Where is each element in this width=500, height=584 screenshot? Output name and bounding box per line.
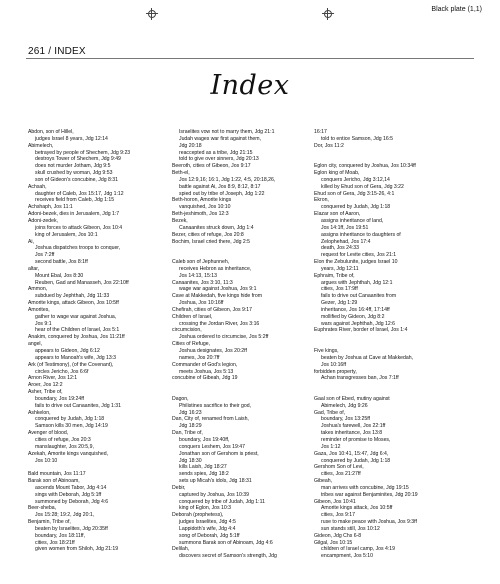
index-subentry: told to entice Samson, Jdg 16:5: [321, 135, 394, 142]
index-subentry: receives field from Caleb, Jdg 1:15: [35, 197, 115, 204]
index-subentry: circles Jericho, Jos 6:6f: [35, 368, 89, 375]
index-entry: Gideon, Jdg Chs 6-8: [314, 532, 362, 539]
index-entry: Beer-sheba,: [28, 505, 57, 512]
index-entry: Adoni-bezek, dies in Jerusalem, Jdg 1:7: [28, 211, 120, 218]
index-subentry: sends spies, Jdg 18:2: [179, 471, 229, 478]
index-subentry: vanquished, Jos 10:10: [179, 204, 231, 211]
index-subentry: boundary, Jos 19:40ff,: [179, 436, 230, 443]
index-subentry: summoned by Deborah, Jdg 4:6: [35, 498, 109, 505]
index-subentry: inheritance, Jos 16:4ff, 17:14ff: [321, 306, 390, 313]
index-subentry: cities, Jos 9:17: [321, 512, 356, 519]
index-entry: Caleb son of Jephunneh,: [172, 259, 230, 266]
index-subentry: Reuben, Gad and Manasseh, Jos 22:10ff: [35, 279, 129, 286]
index-subentry: assigns inheritance of land,: [321, 217, 384, 224]
index-subentry: judges Israelites, Jdg 4:5: [179, 519, 236, 526]
index-entry: Gad, Tribe of,: [314, 409, 346, 416]
index-subentry: second battle, Jos 8:1ff: [35, 259, 88, 266]
index-subentry: boundary, Jos 13:25ff: [321, 416, 370, 423]
index-subentry: takes inheritance, Jos 13:8: [321, 430, 383, 437]
index-entry: Cities of Refuge,: [172, 341, 211, 348]
index-entry: Azekah, Amorite kings vanquished,: [28, 450, 109, 457]
index-entry: Ehud son of Gera, Jdg 3:15-26, 4:1: [314, 190, 395, 197]
index-subentry: skull crushed by woman, Jdg 9:53: [35, 170, 113, 177]
index-entry: Asher, Tribe of,: [28, 389, 63, 396]
index-subentry: king of Jerusalem, Jos 10:1: [35, 231, 98, 238]
index-subentry: sets up Micah's idols, Jdg 18:31: [179, 478, 252, 485]
index-subentry: ruse to make peace with Joshua, Jos 9:3ff: [321, 519, 417, 526]
index-subentry: Judah wages war first against them,: [179, 135, 262, 142]
index-subentry: meets Joshua, Jos 5:13: [179, 368, 234, 375]
index-entry: Abimelech,: [28, 142, 54, 149]
index-subentry: death, Jos 24:33: [321, 245, 360, 252]
index-gap: [28, 464, 160, 471]
index-subentry: wage war against Joshua, Jos 9:1: [179, 286, 257, 293]
index-entry: altar,: [28, 265, 40, 272]
index-subentry: fails to drive out Canaanites from: [321, 293, 397, 300]
index-subentry: wars against Jephthah, Jdg 12:6: [321, 320, 396, 327]
index-subentry: Jos 14:1ff, Jos 19:51: [321, 224, 369, 231]
index-subentry: spied out by tribe of Joseph, Jdg 1:22: [179, 190, 265, 197]
index-subentry: song of Deborah, Jdg 5:1ff: [179, 532, 240, 539]
index-entry: Aroer, Jos 12:2: [28, 382, 63, 389]
index-subentry: appears to Manoah's wife, Jdg 13:3: [35, 354, 116, 361]
index-subentry: Gezer, Jdg 1:29: [321, 300, 358, 307]
index-entry: Avenger of blood,: [28, 430, 69, 437]
index-subentry: reaccepted as a tribe, Jdg 21:15: [179, 149, 253, 156]
index-entry: 16:17: [314, 129, 327, 135]
index-subentry: sun stands still, Jos 10:12: [321, 525, 380, 532]
index-subentry: cities, Jos 17:9ff: [321, 286, 358, 293]
index-entry: Anakim, conquered by Joshua, Jos 11:21ff: [28, 334, 125, 341]
index-subentry: tribes war against Benjaminites, Jdg 20:19: [321, 491, 418, 498]
index-subentry: Jos 10:16ff: [321, 361, 347, 368]
index-subentry: Jdg 20:18: [179, 142, 202, 149]
index-subentry: cities of refuge, Jos 20:3: [35, 436, 91, 443]
index-entry: Adoni-zedek,: [28, 217, 59, 224]
index-entry: Elazar son of Aaron,: [314, 211, 361, 218]
index-entry: Bald mountain, Jos 11:17: [28, 471, 86, 478]
index-gap: [314, 150, 464, 157]
index-subentry: killed by Ehud son of Gera, Jdg 3:22: [321, 183, 404, 190]
index-entry: Canaanites, Jos 3:10, 11:3: [172, 279, 233, 286]
index-entry: Achshaph, Jos 11:1: [28, 204, 73, 211]
index-subentry: Abimelech, Jdg 9:26: [321, 402, 368, 409]
index-subentry: fails to drive out Canaanites, Jdg 1:31: [35, 402, 122, 409]
index-subentry: Mount Ebal, Jos 8:30: [35, 272, 84, 279]
index-subentry: Jdg 18:30: [179, 457, 202, 464]
index-subentry: betrayed by people of Shechem, Jdg 9:23: [35, 149, 131, 156]
index-gap: [314, 341, 464, 348]
index-entry: Five kings,: [314, 348, 339, 354]
index-entry: Children of Israel,: [172, 313, 213, 320]
index-subentry: boundary, Jos 18:11ff,: [35, 532, 86, 539]
index-subentry: discovers secret of Samson's strength, Jdg: [179, 553, 277, 560]
index-subentry: cities, Jos 21:27ff: [321, 471, 361, 478]
index-gap: [172, 389, 302, 396]
index-entry: Elon the Zebulunite, judges Israel 10: [314, 259, 398, 266]
index-subentry: Philistines sacrifice to their god,: [179, 402, 252, 409]
index-subentry: king of Eglon, Jos 10:3: [179, 505, 232, 512]
index-entry: Gibeah,: [314, 478, 333, 485]
index-entry: Benjamin, Tribe of,: [28, 519, 71, 526]
index-subentry: Zelophehad, Jos 17:4: [321, 238, 371, 245]
index-entry: forbidden property,: [314, 368, 357, 375]
index-entry: Barak son of Abinoam,: [28, 478, 80, 485]
index-subentry: Samson kills 30 men, Jdg 14:19: [35, 423, 108, 430]
index-entry: Chefirah, cities of Gibeon, Jos 9:17: [172, 306, 253, 313]
registration-mark-icon: [322, 8, 334, 20]
index-subentry: son of Gideon's concubine, Jdg 8:31: [35, 176, 119, 183]
index-subentry: Jos 15:28; 19:2, Jdg 20:1,: [35, 512, 95, 519]
index-subentry: Jonathan son of Gershom is priest,: [179, 450, 259, 457]
index-entry: Cave at Makkedah, five kings hide from: [172, 293, 263, 300]
index-gap: [172, 245, 302, 252]
index-entry: Deborah (prophetess),: [172, 512, 224, 519]
index-entry: Dagon,: [172, 395, 189, 402]
index-entry: Beth-el,: [172, 170, 190, 177]
index-subentry: kills Laish, Jdg 18:27: [179, 464, 227, 471]
index-subentry: names, Jos 20:7ff: [179, 354, 220, 361]
index-entry: Gaza, Jos 10:41, 15:47, Jdg 6:4,: [314, 450, 389, 457]
index-subentry: gather to wage war against Joshua,: [35, 313, 117, 320]
index-subentry: Joshua, Jos 10:16ff: [179, 300, 224, 307]
index-subentry: judges Israel 8 years, Jdg 12:14: [35, 135, 108, 142]
index-subentry: Israelites vow not to marry them, Jdg 21:1: [179, 129, 275, 135]
index-subentry: captured by Joshua, Jos 10:39: [179, 491, 250, 498]
index-subentry: Joshua ordered to circumcise, Jos 5:2ff: [179, 334, 269, 341]
index-subentry: Jos 9:1: [35, 320, 52, 327]
index-gap: [314, 156, 464, 163]
index-entry: Ephraim, Tribe of,: [314, 272, 355, 279]
index-entry: Debir,: [172, 484, 186, 491]
index-subentry: encampment, Jos 5:10: [321, 553, 374, 560]
index-subentry: Jdg 18:29: [179, 423, 202, 430]
index-gap: [314, 382, 464, 389]
index-entry: Eglon king of Moab,: [314, 170, 360, 177]
index-subentry: Jos 12:9,16; 16:1, Jdg 1:22, 4:5, 20:18,26,: [179, 176, 276, 183]
index-entry: Gilgal, Jos 10:15: [314, 539, 353, 546]
index-entry: Ammon,: [28, 286, 48, 293]
index-entry: Ai,: [28, 238, 34, 245]
index-subentry: man arrives with concubine, Jdg 19:15: [321, 484, 409, 491]
index-subentry: beaten by Joshua at Cave at Makkedah,: [321, 354, 414, 361]
index-entry: Bezer, cities of refuge, Jos 20:8: [172, 231, 244, 238]
index-entry: Beeroth, cities of Gibeon, Jos 9:17: [172, 163, 251, 170]
index-subentry: Achan transgresses ban, Jos 7:1ff: [321, 375, 399, 382]
index-entry: Ark (of Testimony), (of the Covenant),: [28, 361, 114, 368]
index-entry: Gibeon, Jos 10:41: [314, 498, 356, 505]
index-column-1: [28, 129, 160, 553]
index-subentry: sings with Deborah, Jdg 5:1ff: [35, 491, 102, 498]
index-entry: Amorites,: [28, 306, 50, 313]
index-gap: [172, 382, 302, 389]
index-subentry: conquers Jericho, Jdg 3:12,14: [321, 176, 390, 183]
index-subentry: does not murder Jotham, Jdg 9:5: [35, 163, 111, 170]
index-gap: [314, 334, 464, 341]
header-divider: [26, 58, 474, 59]
index-subentry: battle against Ai, Jos 8:9, 8:12, 8:17: [179, 183, 261, 190]
index-subentry: mollified by Gideon, Jdg 8:2: [321, 313, 385, 320]
index-entry: Commander of God's legion,: [172, 361, 238, 368]
index-entry: Eglon city, conquered by Joshua, Jos 10:34ff: [314, 163, 416, 170]
index-entry: Abdon, son of Hillel,: [28, 129, 74, 135]
index-subentry: Jdg 16:23: [179, 409, 202, 416]
index-entry: Beth-horon, Amorite kings: [172, 197, 232, 204]
index-entry: Dan, City of, renamed from Laish,: [172, 416, 249, 423]
index-entry: Dan, Tribe of,: [172, 430, 203, 437]
index-subentry: crossing the Jordan River, Jos 3:16: [179, 320, 260, 327]
index-subentry: subdued by Jephthah, Jdg 11:33: [35, 293, 110, 300]
index-subentry: reminder of promise to Moses,: [321, 436, 391, 443]
index-subentry: request for Levite cities, Jos 21:1: [321, 252, 397, 259]
index-subentry: Canaanites struck down, Jdg 1:4: [179, 224, 254, 231]
index-subentry: Joshua's farewell, Jos 22:1ff: [321, 423, 386, 430]
index-subentry: Jos 14:13, 15:13: [179, 272, 218, 279]
index-entry: Ashkelon,: [28, 409, 51, 416]
registration-mark-icon: [146, 8, 158, 20]
plate-label: Black plate (1,1): [431, 6, 482, 13]
index-entry: Arnon River, Jos 12:1: [28, 375, 78, 382]
index-gap: [314, 389, 464, 396]
index-subentry: given women from Shiloh, Jdg 21:19: [35, 546, 119, 553]
index-entry: Amorite kings, attack Gibeon, Jos 10:5ff: [28, 300, 119, 307]
index-subentry: Jos 1:12: [321, 443, 341, 450]
index-subentry: joins forces to attack Gibeon, Jos 10:4: [35, 224, 123, 231]
index-entry: Achsah,: [28, 183, 47, 190]
index-subentry: argues with Jephthah, Jdg 12:1: [321, 279, 393, 286]
index-subentry: conquers Leshem, Jos 19:47: [179, 443, 246, 450]
index-subentry: boundary, Jos 19:24ff: [35, 395, 84, 402]
index-entry: Bezek,: [172, 217, 188, 224]
index-subentry: summons Barak son of Abinoam, Jdg 4:6: [179, 539, 273, 546]
index-subentry: Lappidoth's wife, Jdg 4:4: [179, 525, 236, 532]
page-title: Index: [210, 70, 290, 101]
index-entry: Beth-jeshimoth, Jos 12:3: [172, 211, 229, 218]
index-subentry: years, Jdg 12:11: [321, 265, 359, 272]
index-entry: Ekron,: [314, 197, 329, 204]
index-subentry: manslaughter, Jos 20:5,9,: [35, 443, 94, 450]
index-subentry: Jos 10:10: [35, 457, 58, 464]
index-column-3: [314, 129, 464, 560]
index-entry: Gershom Son of Levi,: [314, 464, 364, 471]
index-entry: Gaal son of Ebed, mutiny against: [314, 395, 390, 402]
index-subentry: told to give over sinners, Jdg 20:13: [179, 156, 259, 163]
index-subentry: conquered by Judah, Jdg 1:18: [321, 204, 391, 211]
index-subentry: conquered by tribe of Judah, Jdg 1:11: [179, 498, 265, 505]
index-subentry: ascends Mount Tabor, Jdg 4:14: [35, 484, 107, 491]
index-subentry: daughter of Caleb, Jos 15:17, Jdg 1:12: [35, 190, 124, 197]
index-subentry: Joshua designates, Jos 20:2ff: [179, 348, 247, 354]
index-subentry: receives Hebron as inheritance,: [179, 265, 252, 272]
index-subentry: children of Israel camp, Jos 4:19: [321, 546, 396, 553]
index-subentry: beaten by Israelites, Jdg 20:35ff: [35, 525, 108, 532]
index-column-2: [172, 129, 302, 560]
index-entry: circumcision,: [172, 327, 202, 334]
index-subentry: destroys Tower of Shechem, Jdg 9:49: [35, 156, 121, 163]
index-entry: Euphrates River, border of Israel, Jos 1:4: [314, 327, 408, 334]
index-subentry: Amorite kings attack, Jos 10:5ff: [321, 505, 393, 512]
index-entry: angel,: [28, 341, 43, 348]
index-entry: concubine of Gibeah, Jdg 19: [172, 375, 238, 382]
index-subentry: Jos 7:2ff: [35, 252, 55, 259]
index-subentry: appears to Gideon, Jdg 6:12: [35, 348, 100, 354]
index-subentry: conquered by Judah, Jdg 1:18: [35, 416, 105, 423]
index-entry: Dor, Jos 11:2: [314, 142, 344, 149]
index-subentry: assigns inheritance to daughters of: [321, 231, 401, 238]
index-entry: Bochim, Israel cried there, Jdg 2:5: [172, 238, 251, 245]
index-subentry: Joshua dispatches troops to conquer,: [35, 245, 121, 252]
index-subentry: conquered by Judah, Jdg 1:18: [321, 457, 391, 464]
index-subentry: cities, Jos 18:21ff: [35, 539, 75, 546]
index-entry: Delilah,: [172, 546, 190, 553]
running-head: 261 / INDEX: [28, 46, 86, 57]
index-gap: [172, 252, 302, 259]
index-subentry: hear of the Children of Israel, Jos 5:1: [35, 327, 120, 334]
